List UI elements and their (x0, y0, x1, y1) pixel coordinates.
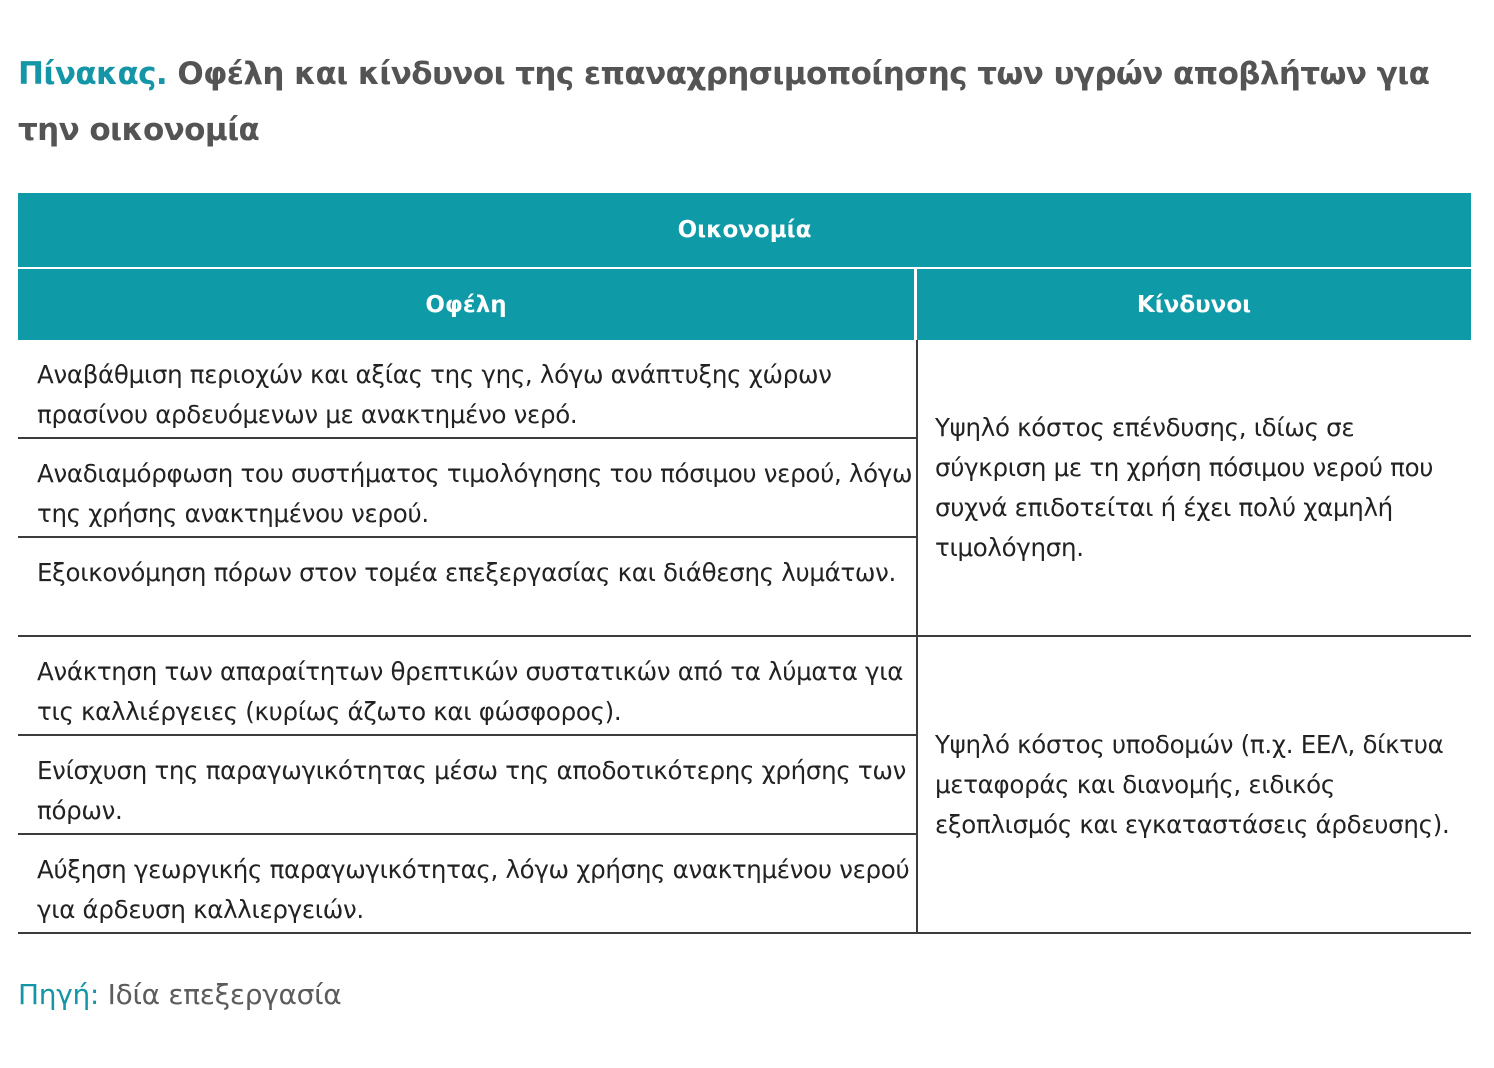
benefit-cell: Αναδιαμόρφωση του συστήματος τιμολόγησης του πόσιμου νερού, λόγω της χρήσης ανακτημένου νερού. (18, 439, 916, 538)
title-prefix: Πίνακας. (18, 56, 168, 92)
risk-cell: Υψηλό κόστος επένδυσης, ιδίως σε σύγκριση με τη χρήση πόσιμου νερού που συχνά επιδοτείται ή έχει πολύ χαμηλή τιμολόγηση. (916, 340, 1471, 637)
table-header-economy: Οικονομία (18, 193, 1471, 267)
column-header-risks: Κίνδυνοι (917, 269, 1471, 340)
column-header-benefits: Οφέλη (18, 269, 914, 340)
source-text: Ιδία επεξεργασία (107, 978, 342, 1011)
source-label: Πηγή: (18, 978, 100, 1011)
benefit-cell: Ενίσχυση της παραγωγικότητας μέσω της αποδοτικότερης χρήσης των πόρων. (18, 736, 916, 835)
title-text: Οφέλη και κίνδυνοι της επαναχρησιμοποίησης των υγρών αποβλήτων για την οικονομία (18, 56, 1430, 148)
benefit-cell: Αναβάθμιση περιοχών και αξίας της γης, λόγω ανάπτυξης χώρων πρασίνου αρδευόμενων με ανακτημένο νερό. (18, 340, 916, 439)
benefit-cell: Αύξηση γεωργικής παραγωγικότητας, λόγω χρήσης ανακτημένου νερού για άρδευση καλλιεργειών. (18, 835, 916, 934)
benefit-cell: Ανάκτηση των απαραίτητων θρεπτικών συστατικών από τα λύματα για τις καλλιέργειες (κυρίως άζωτο και φώσφορος). (18, 637, 916, 736)
benefit-cell: Εξοικονόμηση πόρων στον τομέα επεξεργασίας και διάθεσης λυμάτων. (18, 538, 916, 637)
risk-cell: Υψηλό κόστος υποδομών (π.χ. ΕΕΛ, δίκτυα μεταφοράς και διανομής, ειδικός εξοπλισμός και εγκαταστάσεις άρδευσης). (916, 637, 1471, 934)
table-title (18, 46, 1478, 158)
source-note (18, 978, 341, 1011)
